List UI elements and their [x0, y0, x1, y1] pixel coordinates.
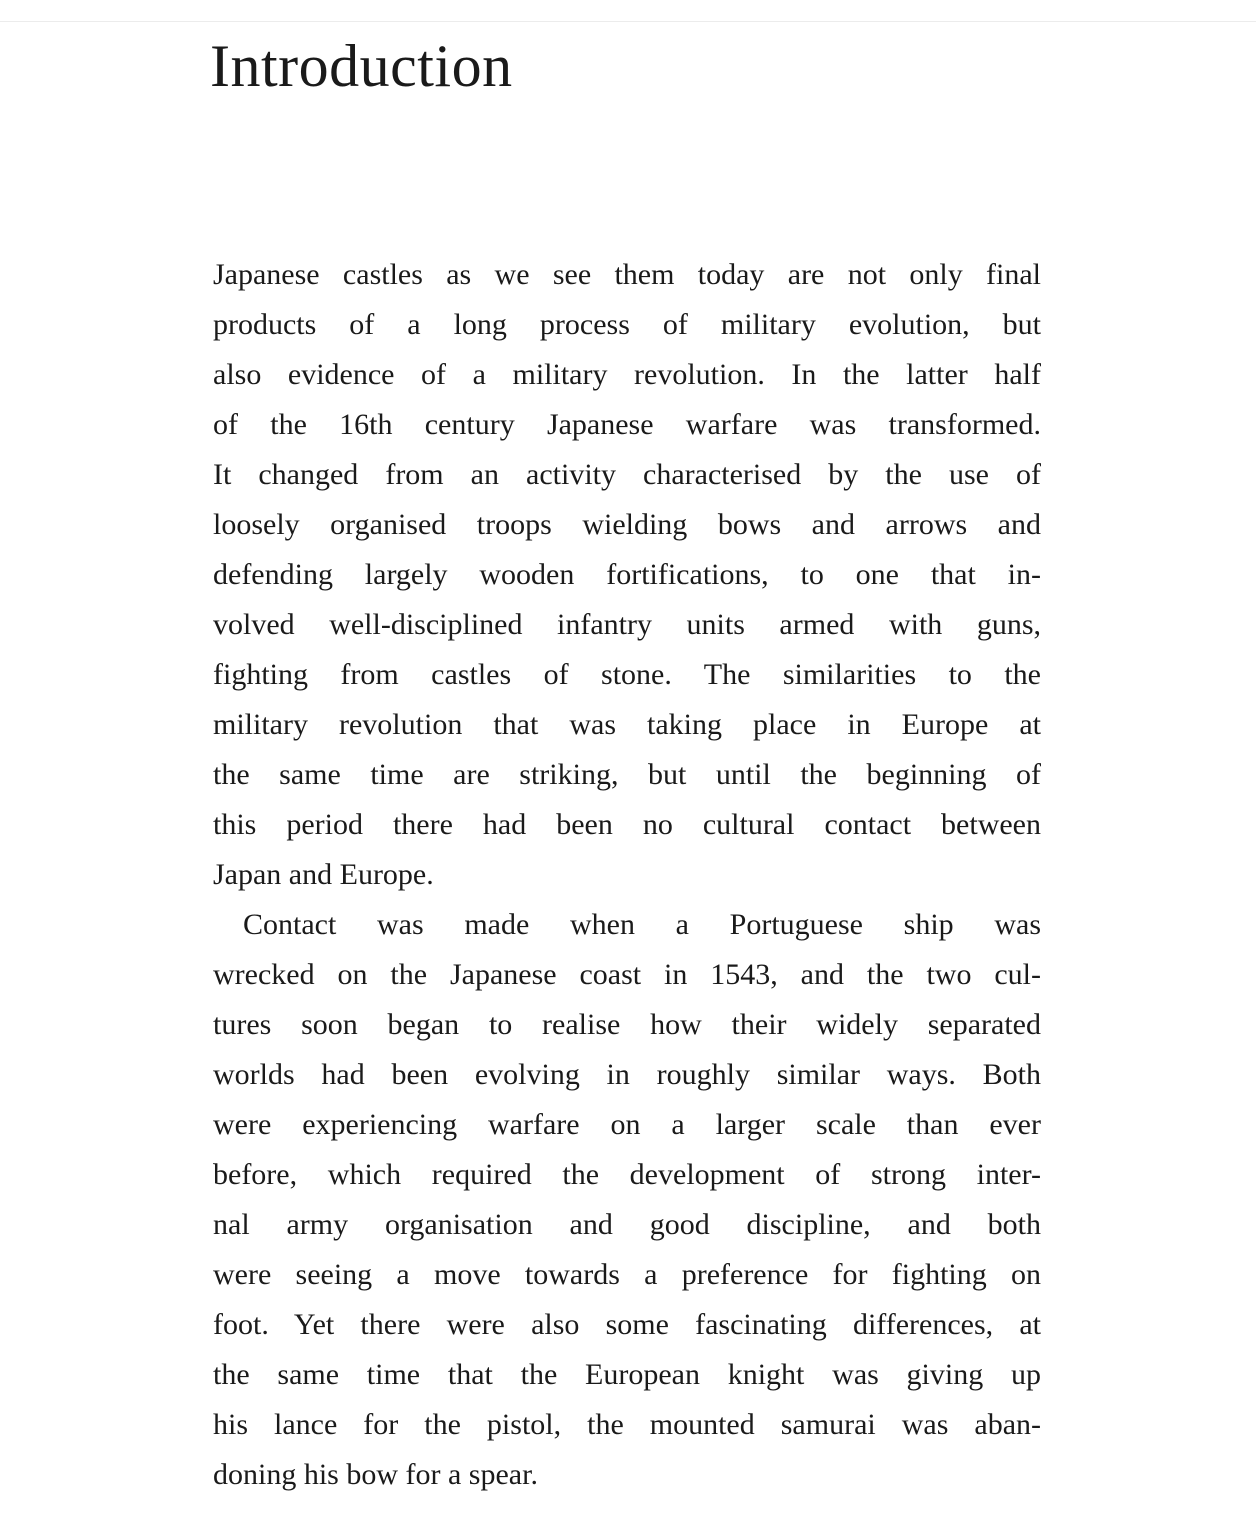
- text-line: of the 16th century Japanese warfare was transformed.: [213, 408, 1041, 441]
- text-line: were seeing a move towards a preference for fighting on: [213, 1258, 1041, 1291]
- chapter-title: Introduction: [210, 33, 513, 99]
- text-line: this period there had been no cultural contact between: [213, 808, 1041, 841]
- text-line: the same time that the European knight was giving up: [213, 1358, 1041, 1391]
- text-line: Japanese castles as we see them today are not only final: [213, 258, 1041, 291]
- text-line: his lance for the pistol, the mounted samurai was aban-: [213, 1408, 1041, 1441]
- text-line: before, which required the development of strong inter-: [213, 1158, 1041, 1191]
- text-line: the same time are striking, but until the beginning of: [213, 758, 1041, 791]
- text-line: defending largely wooden fortifications, to one that in-: [213, 558, 1041, 591]
- body-text: [213, 250, 1041, 1500]
- text-line: worlds had been evolving in roughly similar ways. Both: [213, 1058, 1041, 1091]
- text-line: products of a long process of military evolution, but: [213, 308, 1041, 341]
- text-line: also evidence of a military revolution. In the latter half: [213, 358, 1041, 391]
- paragraph: [213, 900, 1041, 1500]
- text-line: Contact was made when a Portuguese ship was: [243, 908, 1041, 941]
- text-line: wrecked on the Japanese coast in 1543, and the two cul-: [213, 958, 1041, 991]
- text-line: nal army organisation and good discipline, and both: [213, 1208, 1041, 1241]
- book-page: [210, 0, 1041, 1529]
- text-line: volved well-disciplined infantry units armed with guns,: [213, 608, 1041, 641]
- text-line: were experiencing warfare on a larger scale than ever: [213, 1108, 1041, 1141]
- text-line: fighting from castles of stone. The similarities to the: [213, 658, 1041, 691]
- text-line: military revolution that was taking place in Europe at: [213, 708, 1041, 741]
- text-line: foot. Yet there were also some fascinating differences, at: [213, 1308, 1041, 1341]
- text-line: It changed from an activity characterised by the use of: [213, 458, 1041, 491]
- paragraph: [213, 250, 1041, 900]
- text-line: loosely organised troops wielding bows and arrows and: [213, 508, 1041, 541]
- text-line: tures soon began to realise how their widely separated: [213, 1008, 1041, 1041]
- text-line: doning his bow for a spear.: [213, 1458, 538, 1491]
- text-line: Japan and Europe.: [213, 858, 434, 891]
